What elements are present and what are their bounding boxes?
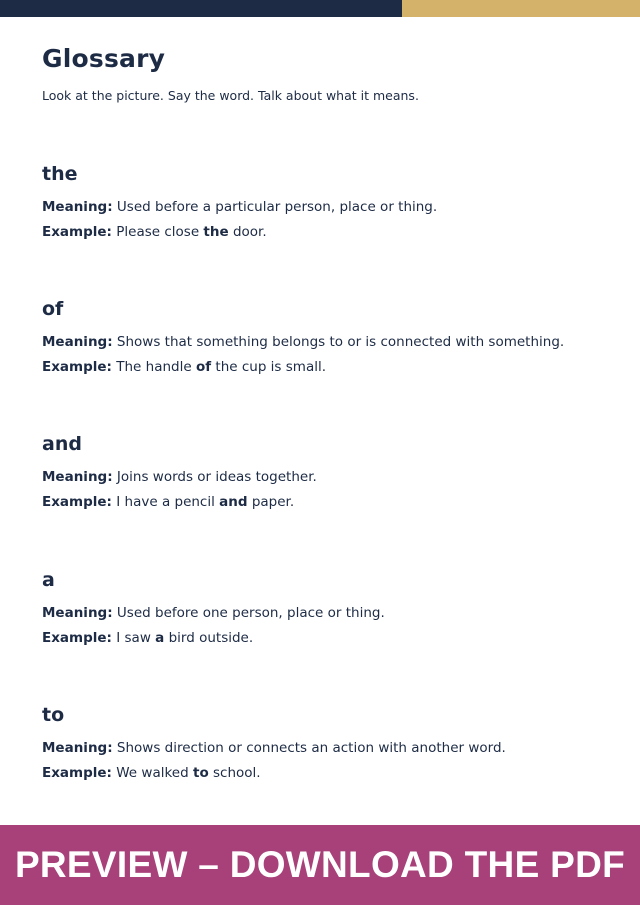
meaning-label: Meaning: <box>42 334 113 350</box>
example-text-before: I saw <box>116 630 156 646</box>
example-text-after: school. <box>208 765 261 781</box>
preview-download-banner[interactable] <box>0 825 640 905</box>
meaning-label: Meaning: <box>42 199 113 215</box>
meaning-text: Shows that something belongs to or is connected with something. <box>116 334 565 350</box>
entry-meaning <box>42 739 612 757</box>
example-text-after: paper. <box>247 494 295 510</box>
entry-word: and <box>42 433 82 455</box>
example-text-before: The handle <box>116 359 196 375</box>
example-text-after: the cup is small. <box>211 359 327 375</box>
glossary-entry-and <box>42 432 612 511</box>
glossary-entry-to <box>42 703 612 782</box>
meaning-text: Used before a particular person, place or thing. <box>116 199 438 215</box>
meaning-label: Meaning: <box>42 740 113 756</box>
page-subtitle: Look at the picture. Say the word. Talk about what it means. <box>42 88 419 103</box>
page-title: Glossary <box>42 44 166 73</box>
example-text-before: We walked <box>116 765 193 781</box>
meaning-label: Meaning: <box>42 469 113 485</box>
example-highlight-word: a <box>155 630 165 646</box>
entry-word: to <box>42 704 65 726</box>
example-label: Example: <box>42 359 112 375</box>
entry-example <box>42 493 612 511</box>
entry-example <box>42 358 612 376</box>
entry-meaning <box>42 468 612 486</box>
example-highlight-word: and <box>219 494 248 510</box>
entry-word: the <box>42 163 78 185</box>
top-bar-navy-segment <box>0 0 402 17</box>
meaning-text: Used before one person, place or thing. <box>116 605 385 621</box>
example-label: Example: <box>42 630 112 646</box>
example-highlight-word: the <box>203 224 229 240</box>
example-text-after: door. <box>228 224 267 240</box>
example-label: Example: <box>42 494 112 510</box>
entry-word: of <box>42 298 64 320</box>
meaning-text: Shows direction or connects an action with another word. <box>116 740 506 756</box>
glossary-entry-of <box>42 297 612 376</box>
entry-meaning <box>42 333 612 351</box>
example-highlight-word: to <box>192 765 209 781</box>
top-bar-gold-segment <box>402 0 640 17</box>
example-label: Example: <box>42 224 112 240</box>
entry-example <box>42 764 612 782</box>
entry-example <box>42 223 612 241</box>
meaning-text: Joins words or ideas together. <box>116 469 317 485</box>
example-text-before: Please close <box>116 224 204 240</box>
example-text-after: bird outside. <box>164 630 254 646</box>
example-label: Example: <box>42 765 112 781</box>
entry-meaning <box>42 604 612 622</box>
example-highlight-word: of <box>195 359 212 375</box>
top-accent-bar <box>0 0 640 17</box>
entry-meaning <box>42 198 612 216</box>
glossary-entry-a <box>42 568 612 647</box>
preview-banner-text: PREVIEW – DOWNLOAD THE PDF <box>14 844 626 885</box>
entry-word: a <box>42 569 55 591</box>
entry-example <box>42 629 612 647</box>
meaning-label: Meaning: <box>42 605 113 621</box>
example-text-before: I have a pencil <box>116 494 220 510</box>
glossary-entry-the <box>42 162 612 241</box>
